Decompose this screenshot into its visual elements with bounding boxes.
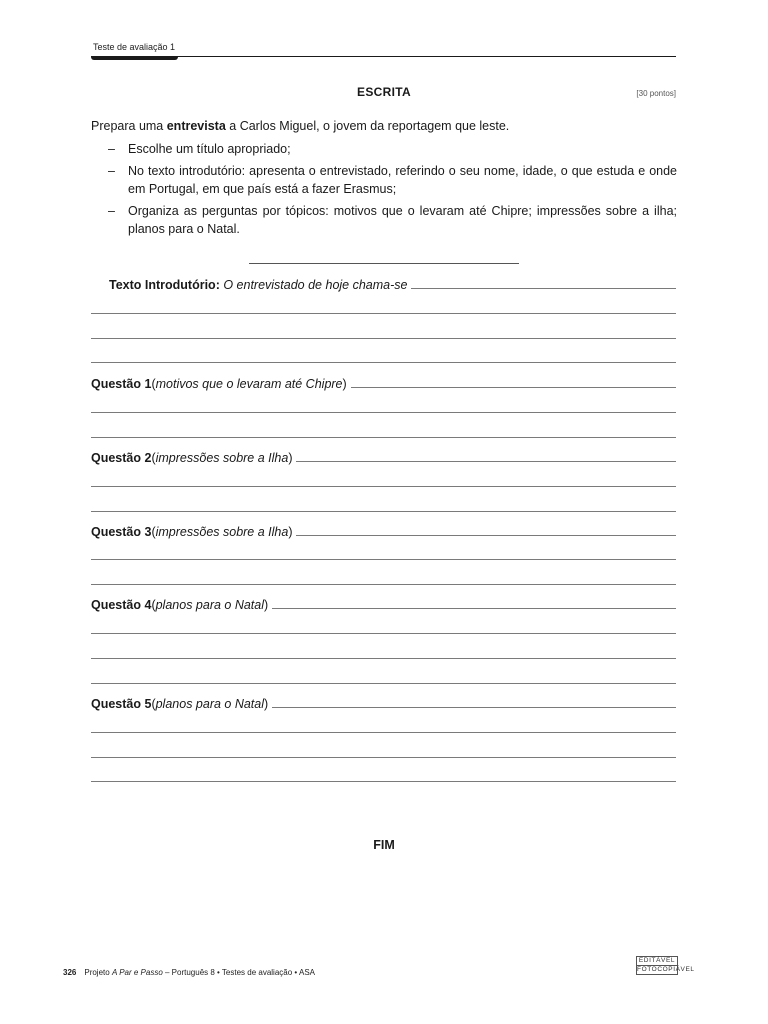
page-number: 326 <box>63 968 77 977</box>
title-separator-line <box>249 263 519 264</box>
paren-close: ) <box>264 598 269 612</box>
header-label: Teste de avaliação 1 <box>93 42 176 52</box>
intro-text-label: Texto Introdutório: <box>109 278 220 292</box>
instructions-intro <box>91 118 677 135</box>
answer-field[interactable] <box>272 706 676 708</box>
answer-field[interactable] <box>272 607 676 609</box>
dash-marker: – <box>108 142 115 156</box>
instruction-text: Escolhe um título apropriado; <box>128 142 291 156</box>
question-label: Questão 3 <box>91 525 152 539</box>
intro-bold: entrevista <box>166 119 226 133</box>
question-label: Questão 5 <box>91 697 152 711</box>
answer-line[interactable] <box>91 658 676 659</box>
stamp-bottom-text: FOTOCOPIÁVEL <box>637 966 695 973</box>
paren-open: ( <box>151 377 156 391</box>
header-rule <box>92 56 676 57</box>
dash-marker: – <box>108 204 115 218</box>
end-marker: FIM <box>373 838 395 852</box>
paren-open: ( <box>151 697 156 711</box>
answer-field[interactable] <box>296 534 676 536</box>
intro-text-hint: O entrevistado de hoje chama-se <box>223 278 408 292</box>
answer-line[interactable] <box>91 362 676 363</box>
intro-suffix: a Carlos Miguel, o jovem da reportagem que leste. <box>225 119 510 133</box>
question-hint: impressões sobre a Ilha <box>155 525 289 539</box>
editable-photocopiable-stamp <box>636 956 695 975</box>
instruction-item <box>91 140 677 158</box>
answer-line[interactable] <box>91 313 676 314</box>
answer-line[interactable] <box>91 732 676 733</box>
answer-field[interactable] <box>296 460 676 462</box>
paren-open: ( <box>151 598 156 612</box>
paren-close: ) <box>288 451 293 465</box>
paren-close: ) <box>342 377 347 391</box>
answer-line[interactable] <box>91 338 676 339</box>
question-2-row <box>91 449 676 465</box>
answer-line[interactable] <box>91 781 676 782</box>
section-points: [30 pontos] <box>636 89 676 98</box>
instruction-text: No texto introdutório: apresenta o entrevistado, referindo o seu nome, idade, o que estuda e onde em Portugal, em que país está a fazer Erasmus; <box>128 164 677 196</box>
answer-field[interactable] <box>351 386 676 388</box>
stamp-top-text: EDITÁVEL <box>638 957 676 964</box>
answer-line[interactable] <box>91 757 676 758</box>
footer-text-suffix: – Português 8 • Testes de avaliação • ASA <box>162 968 315 977</box>
question-hint: planos para o Natal <box>155 598 265 612</box>
intro-text-row <box>109 276 676 292</box>
paren-open: ( <box>151 525 156 539</box>
answer-field[interactable] <box>411 287 676 289</box>
question-label: Questão 2 <box>91 451 152 465</box>
answer-line[interactable] <box>91 437 676 438</box>
footer <box>63 968 315 977</box>
answer-line[interactable] <box>91 584 676 585</box>
question-3-row <box>91 523 676 539</box>
answer-line[interactable] <box>91 559 676 560</box>
question-label: Questão 4 <box>91 598 152 612</box>
instruction-item <box>91 162 677 198</box>
footer-text-italic: A Par e Passo <box>111 968 163 977</box>
answer-line[interactable] <box>91 511 676 512</box>
answer-line[interactable] <box>91 683 676 684</box>
footer-text-prefix: Projeto <box>84 968 112 977</box>
instructions-list <box>91 140 677 242</box>
paren-close: ) <box>264 697 269 711</box>
answer-line[interactable] <box>91 633 676 634</box>
question-5-row <box>91 695 676 711</box>
question-label: Questão 1 <box>91 377 152 391</box>
paren-open: ( <box>151 451 156 465</box>
question-hint: motivos que o levaram até Chipre <box>155 377 343 391</box>
answer-line[interactable] <box>91 412 676 413</box>
question-hint: impressões sobre a Ilha <box>155 451 289 465</box>
question-hint: planos para o Natal <box>155 697 265 711</box>
dash-marker: – <box>108 164 115 178</box>
question-1-row <box>91 375 676 391</box>
paren-close: ) <box>288 525 293 539</box>
section-title: ESCRITA <box>357 85 411 99</box>
instruction-item <box>91 202 677 238</box>
question-4-row <box>91 596 676 612</box>
instruction-text: Organiza as perguntas por tópicos: motivos que o levaram até Chipre; impressões sobre a ilha; planos para o Natal. <box>128 204 677 236</box>
header-tab <box>91 56 178 60</box>
answer-line[interactable] <box>91 486 676 487</box>
intro-prefix: Prepara uma <box>91 119 167 133</box>
